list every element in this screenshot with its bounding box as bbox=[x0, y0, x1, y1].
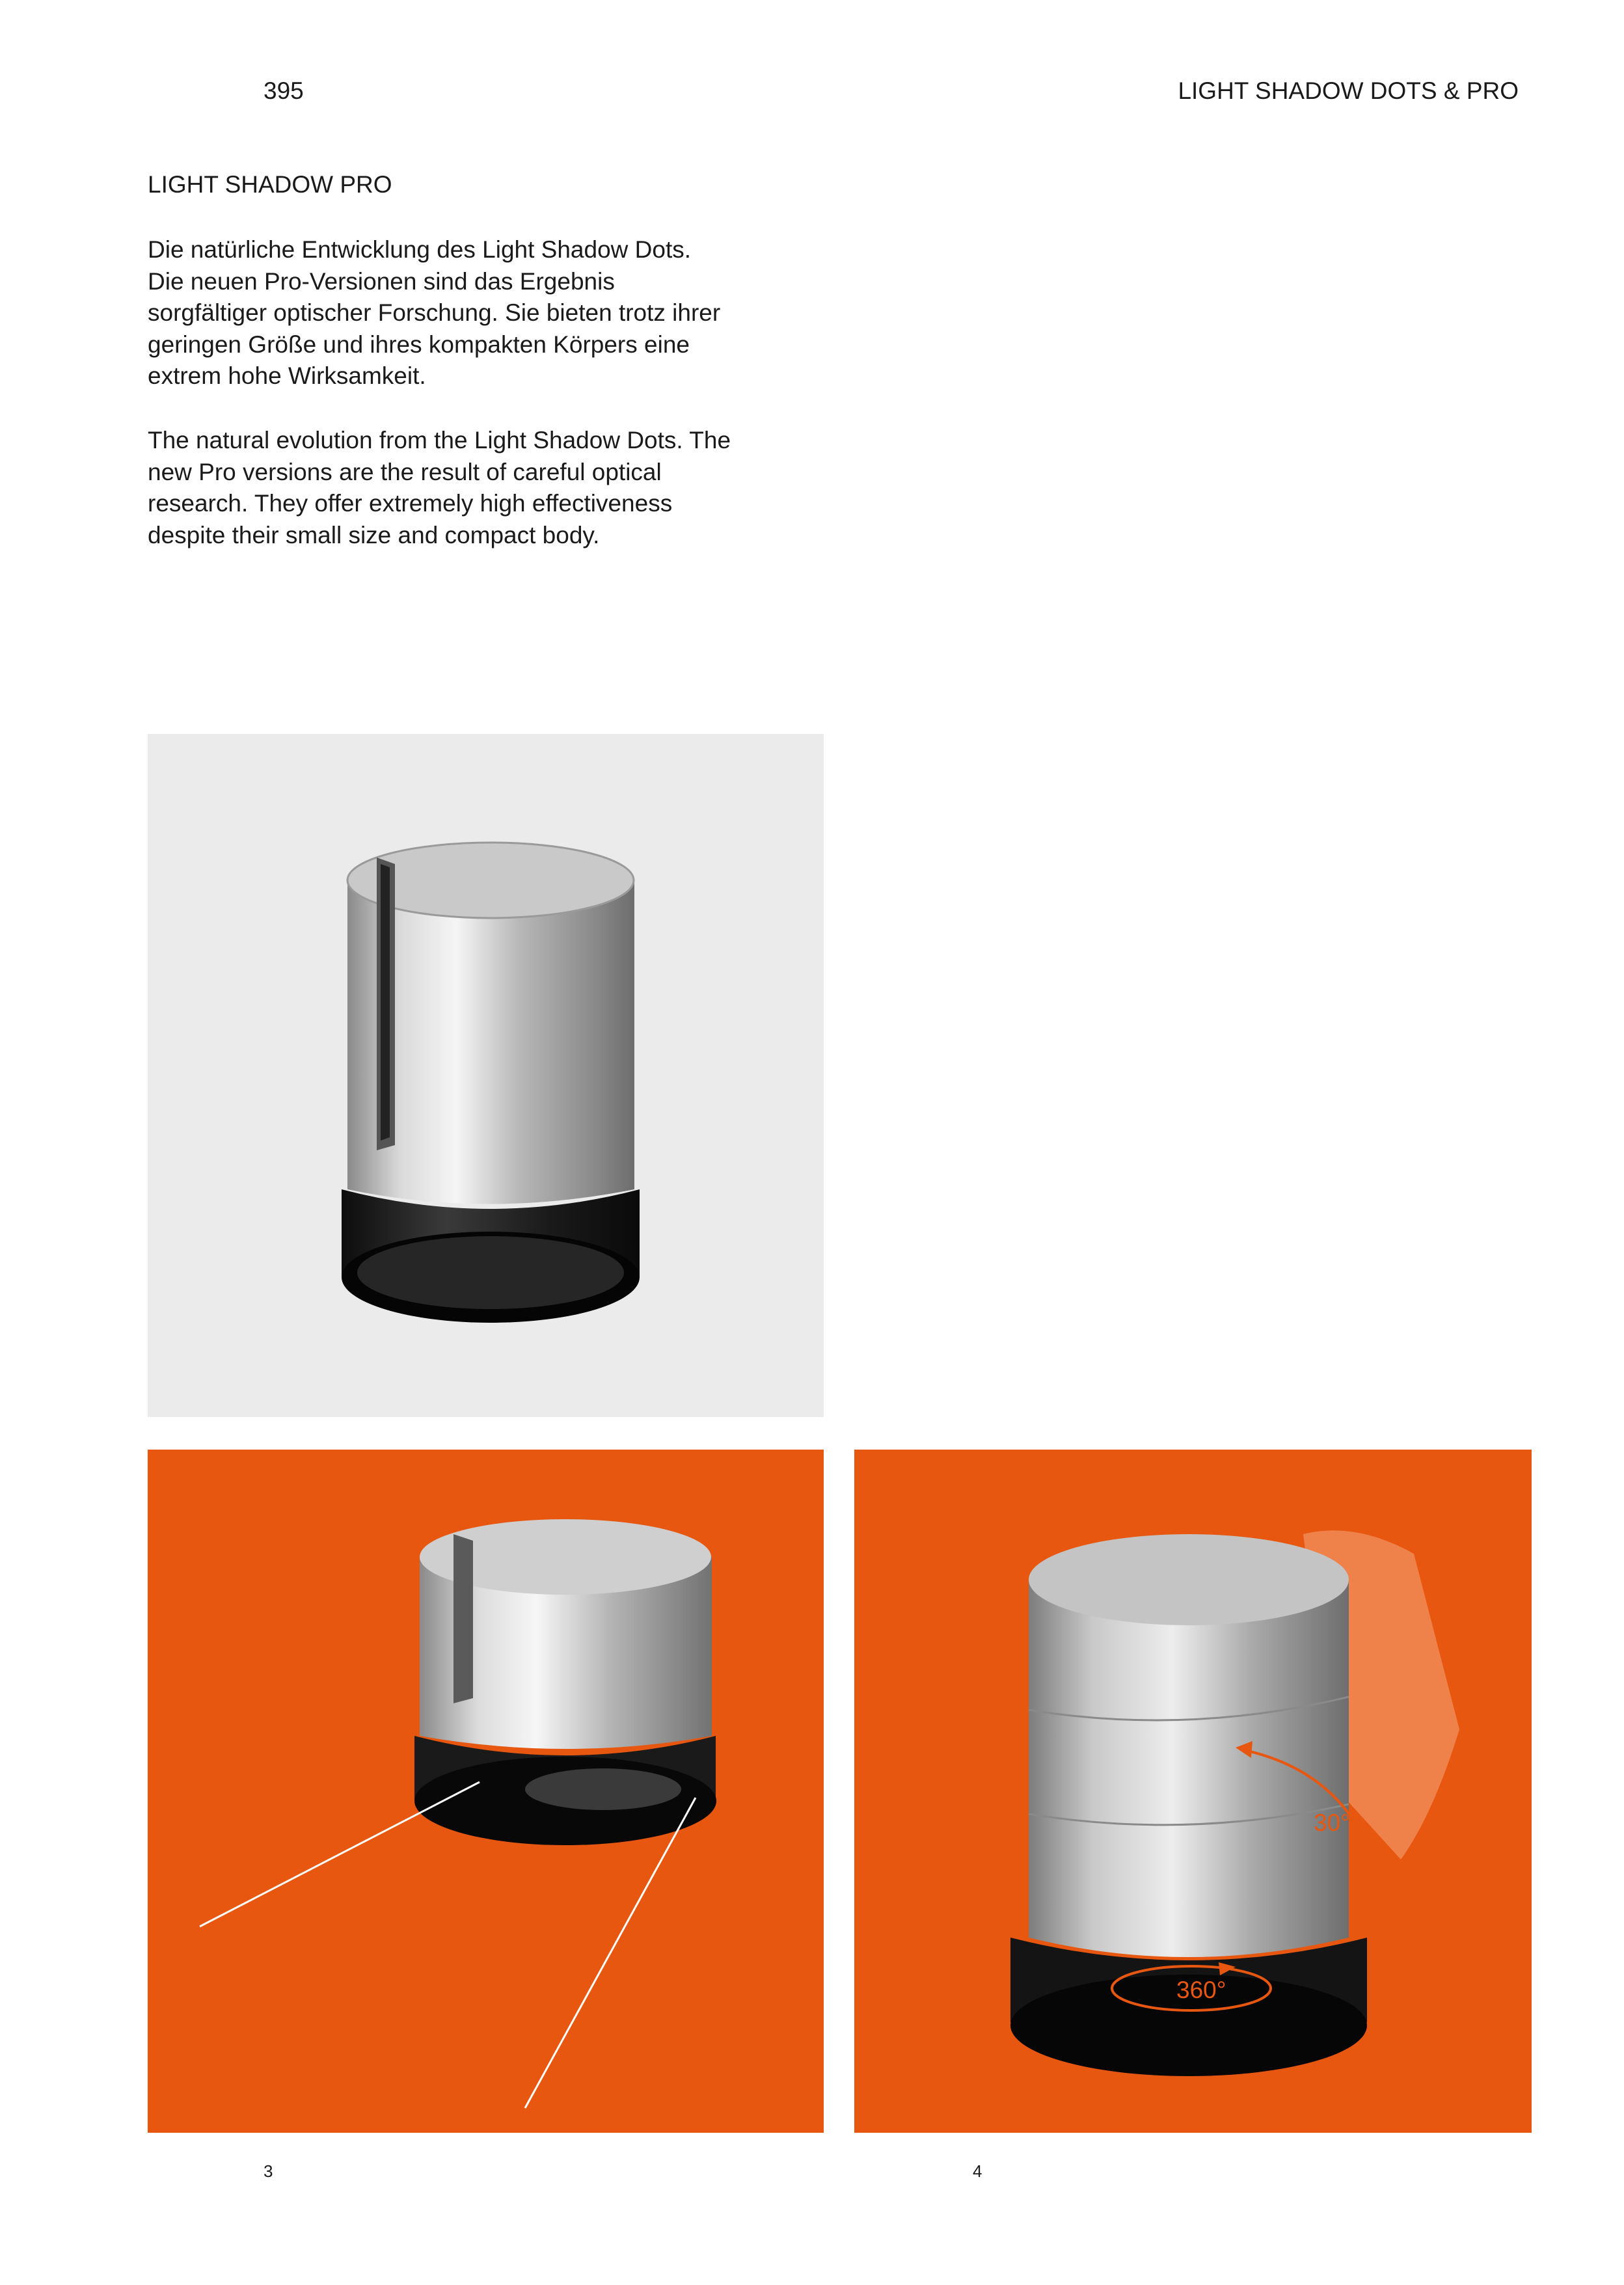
description-german: Die natürliche Entwicklung des Light Shadow Dots. Die neuen Pro-Versionen sind das Ergebnis sorgfältiger optischer Forschung. Sie bieten trotz ihrer geringen Größe und ihres kompakten Körpers eine extrem hohe Wirksamkeit. bbox=[148, 236, 721, 389]
product-image-figure-4 bbox=[854, 1450, 1532, 2133]
running-title: LIGHT SHADOW DOTS & PRO bbox=[1178, 77, 1519, 104]
section-title: LIGHT SHADOW PRO bbox=[148, 171, 392, 198]
tilt-angle-label: 30° bbox=[1314, 1809, 1350, 1836]
product-image-grey-panel bbox=[148, 734, 824, 1417]
spotlight-rotation-illustration bbox=[854, 1450, 1532, 2133]
figure-4-label: 4 bbox=[973, 2161, 982, 2181]
product-image-figure-3 bbox=[148, 1450, 824, 2133]
spotlight-cylinder-illustration bbox=[148, 734, 824, 1417]
description-english: The natural evolution from the Light Shadow Dots. The new Pro versions are the result of careful optical research. They offer extremely high effectiveness despite their small size and compact body. bbox=[148, 427, 731, 548]
figure-3-label: 3 bbox=[264, 2161, 273, 2181]
page-number: 395 bbox=[264, 77, 304, 104]
spotlight-cylinder-illustration bbox=[148, 1450, 824, 2133]
rotation-angle-label: 360° bbox=[1176, 1977, 1226, 2003]
